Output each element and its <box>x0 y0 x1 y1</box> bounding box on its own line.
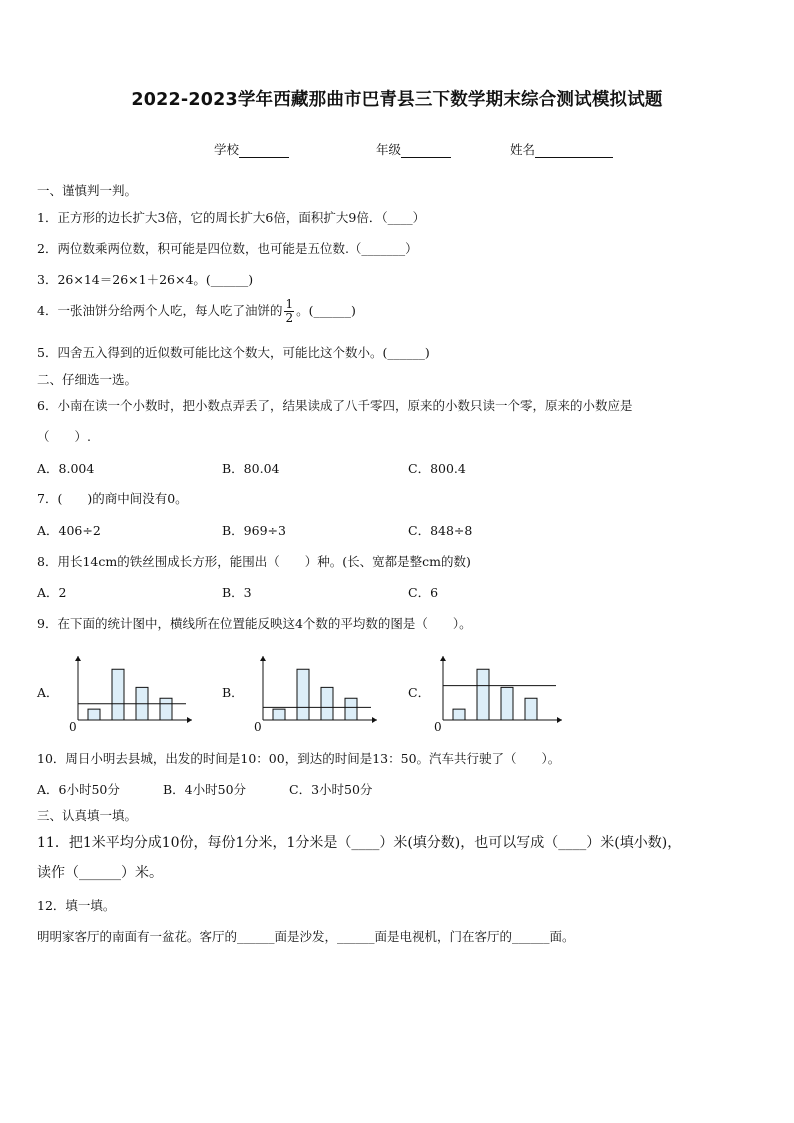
q6-option-a[interactable]: A．8.004 <box>37 461 95 476</box>
question-6-line1: 6．小南在读一个小数时，把小数点弄丢了，结果读成了八千零四，原来的小数只读一个零，原来的小数应是 <box>37 398 633 413</box>
fraction-one-half: $\frac{1}{2}$ <box>285 297 294 325</box>
bar-1 <box>273 709 285 720</box>
origin-label: 0 <box>254 720 262 732</box>
x-axis-arrow <box>372 717 377 723</box>
origin-label: 0 <box>434 720 442 732</box>
q8-option-c[interactable]: C．6 <box>408 585 439 600</box>
chart-c-label[interactable]: C． <box>408 685 431 700</box>
question-7: 7．( )的商中间没有0。 <box>37 491 188 506</box>
name-blank[interactable] <box>535 143 613 158</box>
bar-2 <box>297 669 309 720</box>
x-axis-arrow <box>557 717 562 723</box>
question-8: 8．用长14cm的铁丝围成长方形，能围出（ ）种。(长、宽都是整cm的数) <box>37 554 471 569</box>
name-field <box>510 140 613 158</box>
chart-a-label[interactable]: A． <box>37 685 59 700</box>
name-label: 姓名 <box>510 142 536 157</box>
section-3-heading: 三、认真填一填。 <box>37 808 138 823</box>
q10-option-b[interactable]: B．4小时50分 <box>163 782 247 797</box>
bar-1 <box>453 709 465 720</box>
question-5: 5．四舍五入得到的近似数可能比这个数大，可能比这个数小。(______) <box>37 345 430 360</box>
q7-option-a[interactable]: A．406÷2 <box>37 523 101 538</box>
bar-4 <box>160 698 172 720</box>
question-11-line2: 读作（______）米。 <box>37 865 163 881</box>
school-label: 学校 <box>214 142 240 157</box>
school-field <box>214 140 289 158</box>
origin-label: 0 <box>69 720 77 732</box>
section-2-heading: 二、仔细选一选。 <box>37 372 138 387</box>
bar-chart-c <box>431 652 566 732</box>
bar-2 <box>112 669 124 720</box>
q8-option-a[interactable]: A．2 <box>37 585 67 600</box>
question-4 <box>37 298 356 325</box>
grade-blank[interactable] <box>401 143 451 158</box>
question-4-text: 4．一张油饼分给两个人吃，每人吃了油饼的 <box>37 303 283 318</box>
bar-4 <box>345 698 357 720</box>
bar-chart-b <box>251 652 381 732</box>
y-axis-arrow <box>440 656 446 661</box>
x-axis-arrow <box>187 717 192 723</box>
question-11-line1: 11．把1米平均分成10份，每份1分米，1分米是（____）米(填分数)，也可以写成（____）米(填小数)， <box>37 835 682 851</box>
bar-2 <box>477 669 489 720</box>
question-12: 12．填一填。 <box>37 898 116 913</box>
q8-option-b[interactable]: B．3 <box>222 585 252 600</box>
question-3: 3．26×14＝26×1＋26×4。(______) <box>37 272 254 287</box>
page-title: 2022-2023学年西藏那曲市巴青县三下数学期末综合测试模拟试题 <box>131 90 663 110</box>
question-12-body: 明明家客厅的南面有一盆花。客厅的______面是沙发，______面是电视机，门在客厅的______面。 <box>37 929 575 944</box>
question-10: 10．周日小明去县城，出发的时间是10：00，到达的时间是13：50。汽车共行驶了（ ）。 <box>37 751 561 766</box>
question-6-line2: （ ）. <box>37 429 91 444</box>
q6-option-c[interactable]: C．800.4 <box>408 461 466 476</box>
question-4-tail: 。(______) <box>296 303 356 318</box>
bar-4 <box>525 698 537 720</box>
bar-chart-a <box>66 652 196 732</box>
q10-option-a[interactable]: A．6小时50分 <box>37 782 120 797</box>
q7-option-b[interactable]: B．969÷3 <box>222 523 286 538</box>
grade-label: 年级 <box>376 142 402 157</box>
grade-field <box>376 140 451 158</box>
q6-option-b[interactable]: B．80.04 <box>222 461 280 476</box>
bar-3 <box>501 687 513 720</box>
question-9: 9．在下面的统计图中，横线所在位置能反映这4个数的平均数的图是（ ）。 <box>37 616 472 631</box>
bar-3 <box>321 687 333 720</box>
q7-option-c[interactable]: C．848÷8 <box>408 523 473 538</box>
question-1: 1．正方形的边长扩大3倍，它的周长扩大6倍，面积扩大9倍．（____） <box>37 210 426 225</box>
question-2: 2．两位数乘两位数，积可能是四位数，也可能是五位数.（_______） <box>37 241 418 256</box>
q10-option-c[interactable]: C．3小时50分 <box>289 782 373 797</box>
y-axis-arrow <box>75 656 81 661</box>
section-1-heading: 一、谨慎判一判。 <box>37 183 138 198</box>
bar-1 <box>88 709 100 720</box>
y-axis-arrow <box>260 656 266 661</box>
chart-b-label[interactable]: B． <box>222 685 244 700</box>
school-blank[interactable] <box>239 143 289 158</box>
